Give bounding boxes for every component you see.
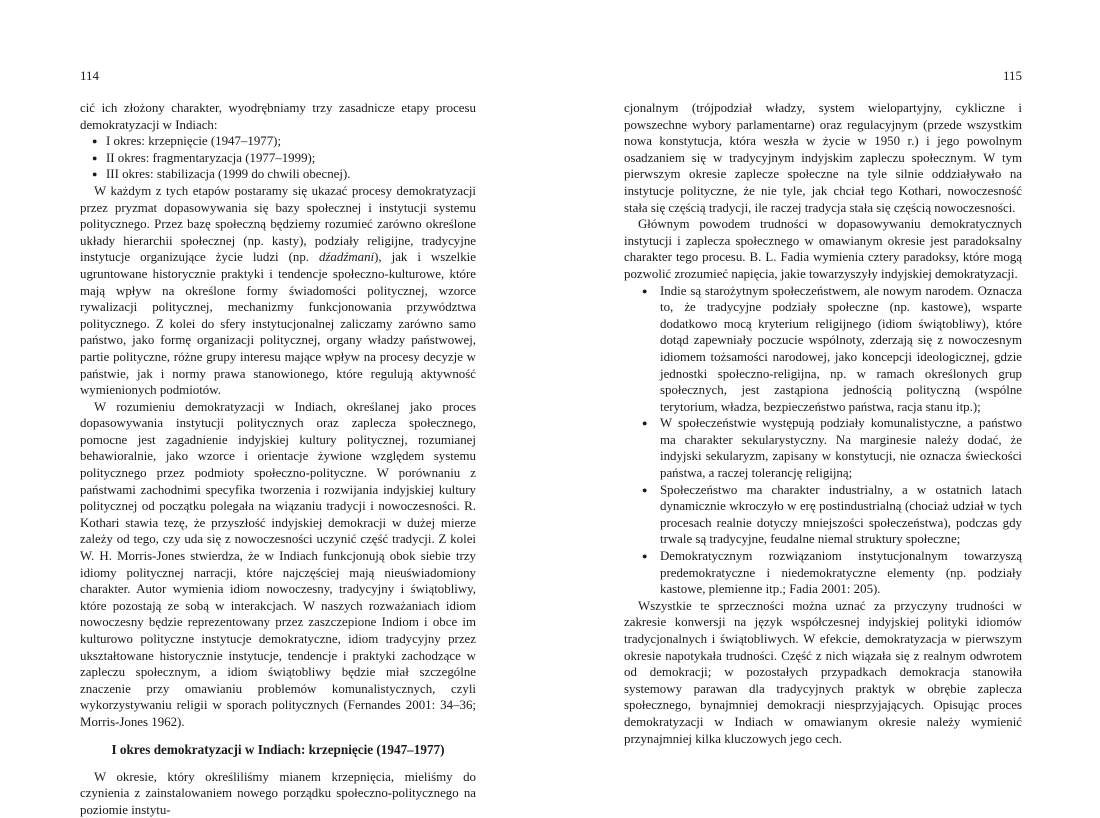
paragraph-text: W każdym z tych etapów postaramy się ukazać procesy demokratyzacji przez pryzmat dopasowywania się bazy społecznej i instytucji systemu politycznego. Przez bazę społeczną będziemy rozumieć zarówno określone układy hierarchii społecznej (np. kasty), podziały religijne, tradycyjne instytucje organizujące życie ludzi (np.	[80, 183, 476, 265]
paragraph: cjonalnym (trójpodział władzy, system wielopartyjny, cykliczne i powszechne wybory parlamentarne) oraz regulacyjnym (przede wszystkim nowa konstytucja, która weszła w życie w 1950 r.) i jego powolnym osadzaniem się w tradycyjnym indyjskim zapleczu społecznym. W tym pierwszym okresie zaplecze społeczne na tyle silnie oddziaływało na instytucje polityczne, że nie tyle, jak chciał tego Kothari, nowoczesność stała się częścią tradycji, ile raczej tradycja stała się częścią nowoczesności.	[624, 101, 1022, 215]
paragraph	[80, 183, 476, 399]
paragraph: W okresie, który określiliśmy mianem krzepnięcia, mieliśmy do czynienia z zainstalowaniem nowego porządku społeczno-politycznego na poziomie instytu-	[80, 769, 476, 817]
period-item: ● III okres: stabilizacja (1999 do chwili obecnej).	[106, 166, 476, 183]
right-page-body	[624, 100, 1022, 747]
periods-list	[80, 133, 476, 183]
intro-paragraph: cić ich złożony charakter, wyodrębniamy trzy zasadnicze etapy procesu demokratyzacji w Indiach:	[80, 101, 476, 132]
paragraph: W rozumieniu demokratyzacji w Indiach, określanej jako proces dopasowywania instytucji politycznych oraz zaplecza społecznego, pomocne jest zagadnienie indyjskiej kultury politycznej, rozumianej behawioralnie, jako wzorce i orientacje żywione względem systemu politycznego przez podmioty społeczno-polityczne. W porównaniu z państwami zachodnimi specyfika tworzenia i rozwijania indyjskiej kultury politycznej od początku polegała na wiązaniu tradycji i nowoczesności. R. Kothari stawia tezę, że przyszłość indyjskiej demokracji w dużej mierze zależy od tego, czy uda się z nowoczesności uczynić część tradycji. Z kolei W. H. Morris-Jones stwierdza, że w Indiach funkcjonują obok siebie trzy idiomy politycznej narracji, które najczęściej mają nieuświadomiony charakter. Autor wymienia idiom nowoczesny, tradycyjny i świątobliwy, które pozostają ze sobą w interakcjach. W naszych rozważaniach idiom nowoczesny będzie reprezentowany przez zaszczepione Indiom i obce im kulturowo polityczne instytucje demokratyczne, idiom tradycyjny przez ukształtowane historycznie instytucje, tendencje i praktyki zachodzące w zapleczu społecznym, a idiom świątobliwy będzie miał szczególne znaczenie przy omawianiu problemów komunalistycznych, czyli wykorzystywaniu religii w sporach politycznych (Fernandes 2001: 34–36; Morris-Jones 1962).	[80, 399, 476, 729]
paragraph: Wszystkie te sprzeczności można uznać za przyczyny trudności w zakresie konwersji na język współczesnej indyjskiej polityki idiomów tradycjonalnych i świątobliwych. W efekcie, demokratyzacja w pierwszym okresie napotykała trudności. Część z nich wiązała się z realnym odwrotem od demokracji; w pozostałych przypadkach demokracja stanowiła systemowy parawan dla tradycyjnych praktyk w obrębie zaplecza społecznego, bynajmniej demokracji niesprzyjających. Opisując proces demokratyzacji w Indiach w omawianym okresie należy wymienić przynajmniej kilka kluczowych jego cech.	[624, 598, 1022, 746]
page-number-right: 115	[1002, 68, 1022, 83]
period-item: ● II okres: fragmentaryzacja (1977–1999);	[106, 150, 476, 167]
period-item: ● I okres: krzepnięcie (1947–1977);	[106, 133, 476, 150]
paragraph: Głównym powodem trudności w dopasowywaniu demokratycznych instytucji i zaplecza społecznego w omawianym okresie jest paradoksalny charakter tego procesu. B. L. Fadia wymienia cztery paradoksy, które mogą pozwolić zrozumieć napięcia, jakie towarzyszyły indyjskiej demokratyzacji.	[624, 217, 1022, 281]
right-page	[550, 0, 1100, 796]
section-heading: I okres demokratyzacji w Indiach: krzepnięcie (1947–1977)	[111, 741, 445, 757]
paradox-item: ● Demokratycznym rozwiązaniom instytucjonalnym towarzyszą predemokratyczne i niedemokratyczne elementy (np. podziały kastowe, plemienne itp.; Fadia 2001: 205).	[660, 548, 1022, 598]
left-page	[0, 0, 550, 817]
paradox-item: ● Społeczeństwo ma charakter industrialny, a w ostatnich latach dynamicznie wkroczyło w erę postindustrialną (chociaż udział w tych procesach realnie dotyczy mniejszości społeczeństwa), podczas gdy trwale są tradycyjne, feudalne niemal struktury społeczne;	[660, 482, 1022, 548]
paradoxes-list	[624, 283, 1022, 598]
left-page-body	[80, 100, 476, 818]
paradox-item: ● W społeczeństwie występują podziały komunalistyczne, a państwo ma charakter sekularystyczny. Na marginesie należy dodać, że indyjski sekularyzm, zapisany w konstytucji, nie oznacza świeckości państwa, a raczej tolerancję religijną;	[660, 415, 1022, 481]
paragraph-text: ), jak i wszelkie ugruntowane historycznie praktyki i tendencje społeczno-kulturowe, które mają wpływ na określone formy świadomości politycznej, wzorce rywalizacji politycznej, mechanizmy funkcjonowania przywództwa politycznego. Z kolei do sfery instytucjonalnej zaliczamy zarówno samo państwo, jako formę organizacji politycznej, organy władzy państwowej, partie polityczne, różne grupy interesu mające wpływ na procesy decyzje w państwie, jak i normy prawa stanowionego, które regulują aktywność wymienionych podmiotów.	[80, 250, 476, 398]
page-number-left: 114	[80, 68, 100, 83]
paradox-item: ● Indie są starożytnym społeczeństwem, ale nowym narodem. Oznacza to, że tradycyjne podziały społeczne (np. kastowe), wsparte dodatkowo mocą kryterium religijnego (idiom świątobliwy), które dotąd zapewniały poczucie wspólnoty, zderzają się z nowoczesnym idiomem tożsamości narodowej, jako koncepcji ideologicznej, gdzie jednostki społeczno-religijna, np. w ramach określonych grup społecznych, jest zastąpiona jednością polityczną (wspólne terytorium, władza, bezpieczeństwo państwa, racja stanu itp.);	[660, 283, 1022, 416]
italic-term: dźadźmani	[318, 250, 375, 265]
